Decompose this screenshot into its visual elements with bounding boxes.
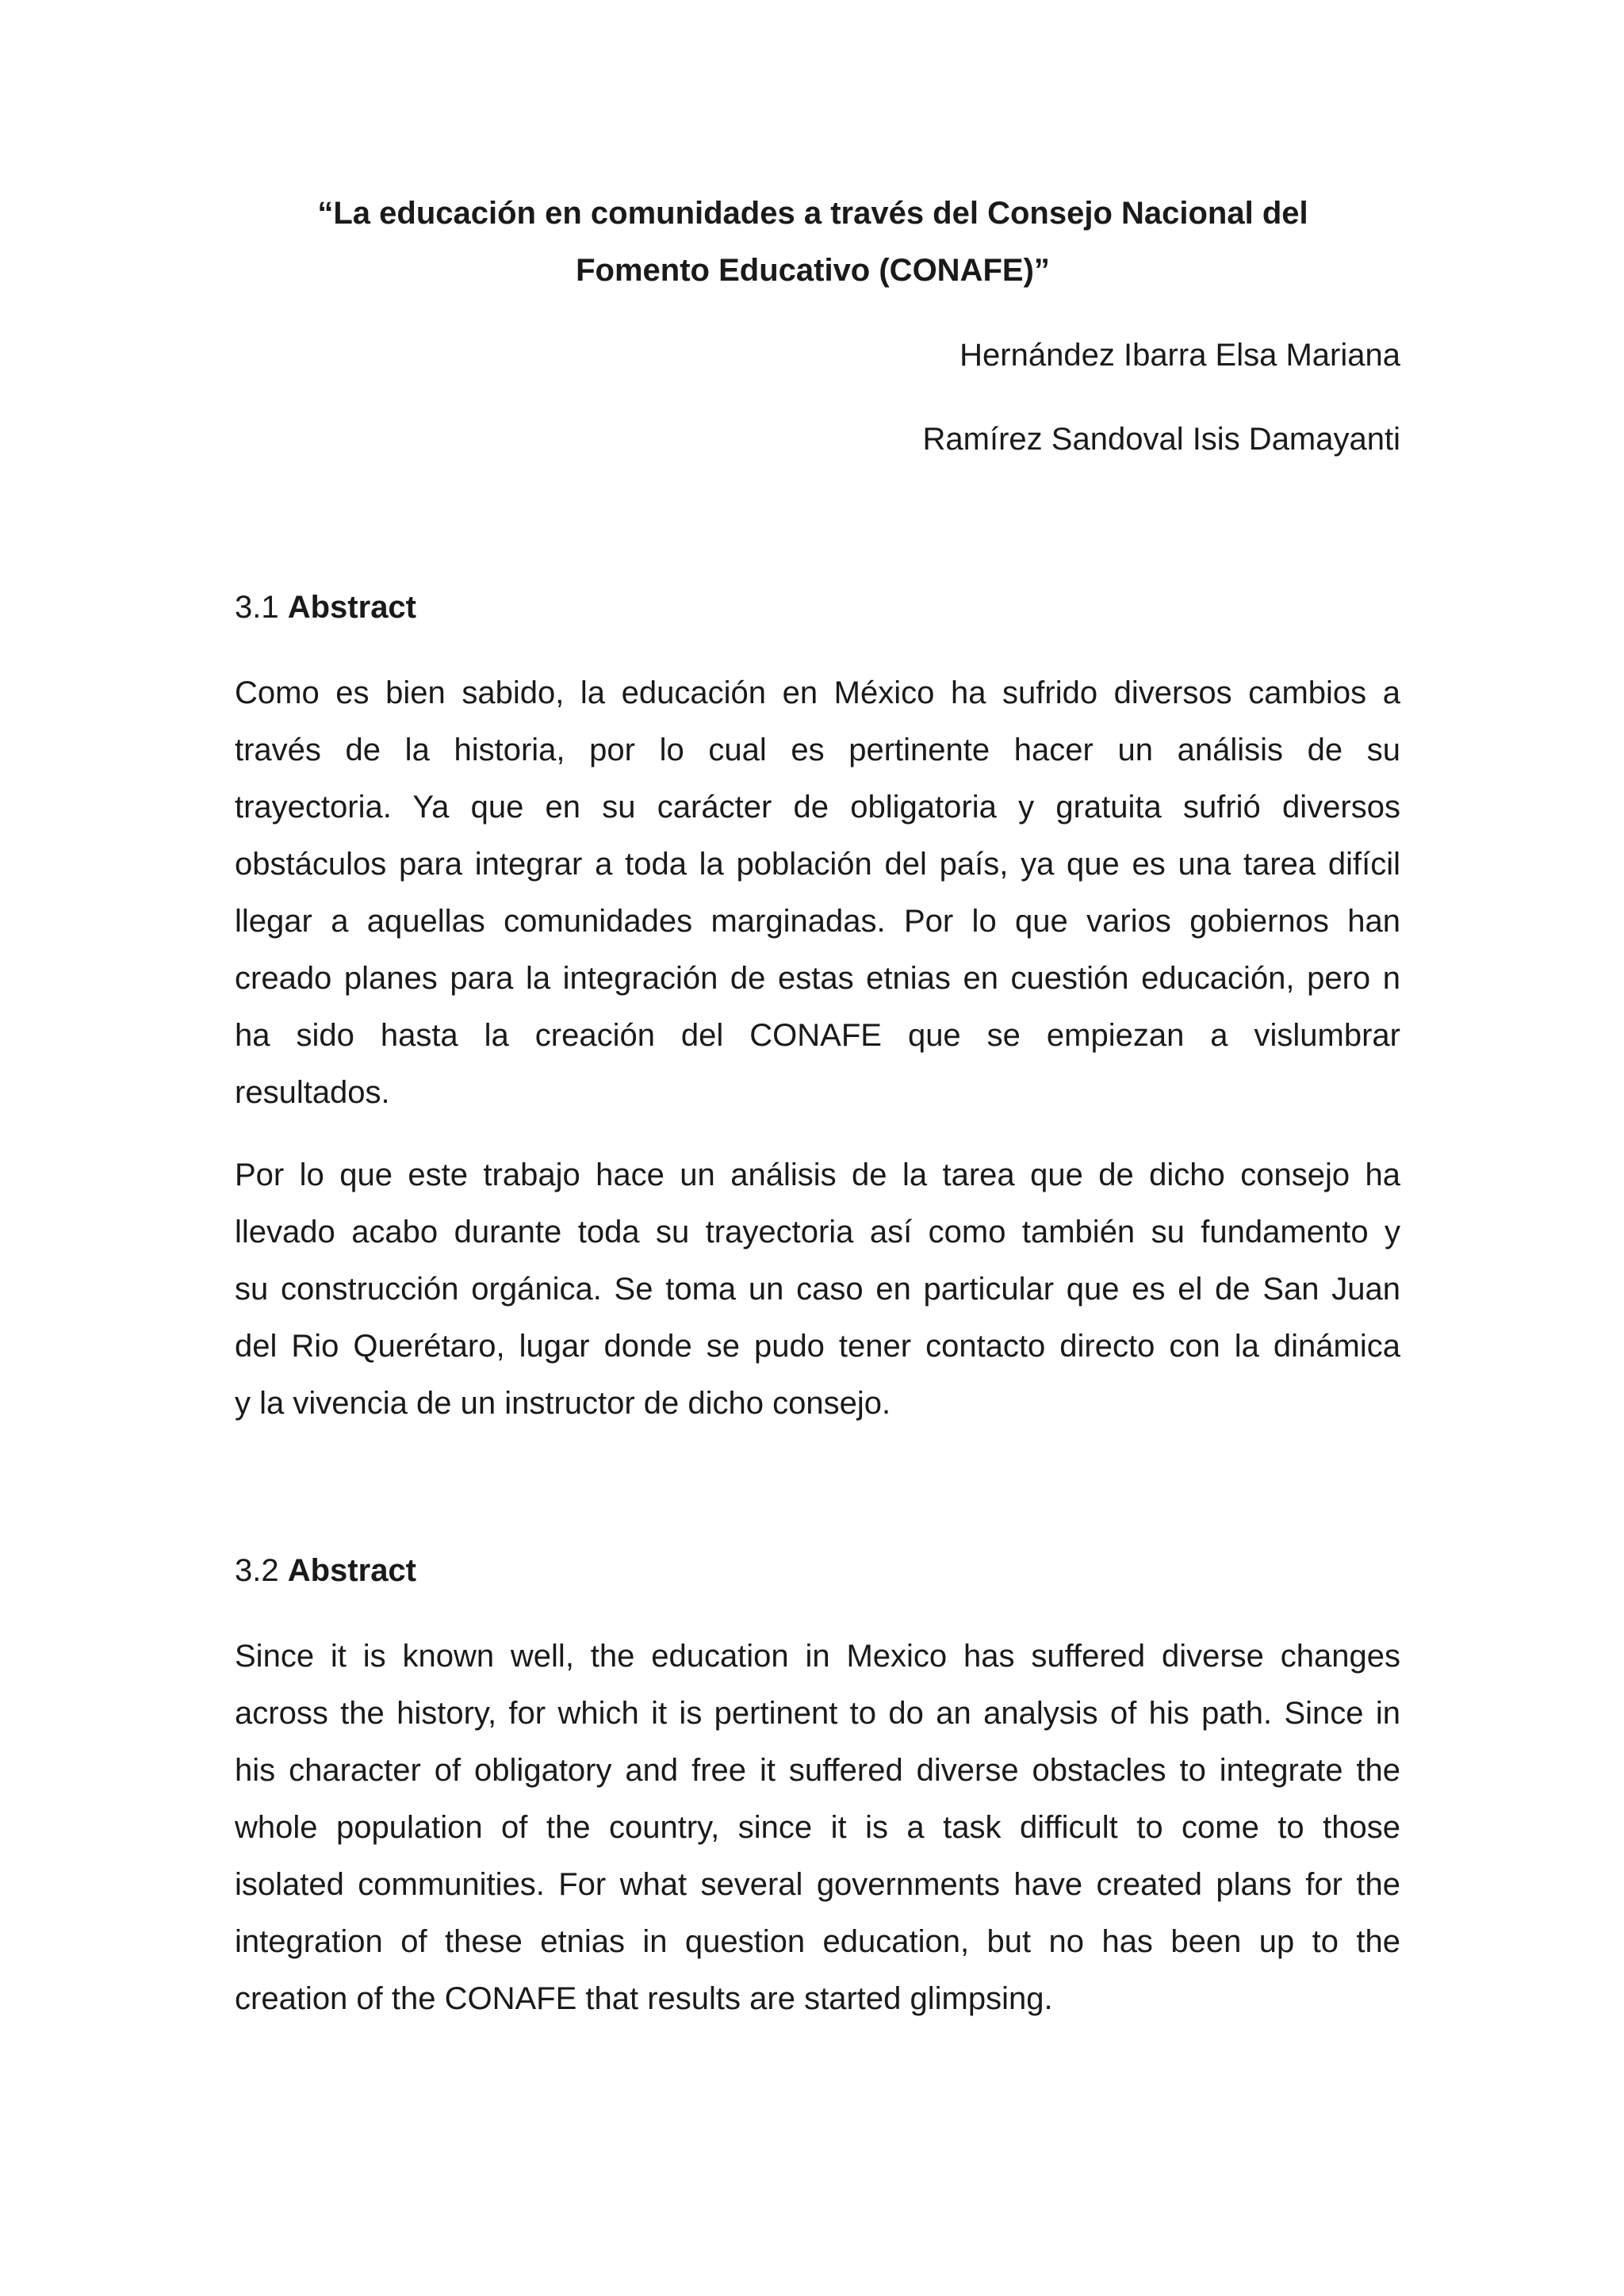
abstract-paragraph [235, 1146, 1400, 1432]
section-heading-text: Abstract [287, 1553, 416, 1588]
text-line: través de la historia, por lo cual es pertinente hacer un análisis de su [235, 733, 1400, 767]
text-line: del Rio Querétaro, lugar donde se pudo tener contacto directo con la dinámica [235, 1329, 1400, 1364]
section-heading-text: Abstract [287, 590, 416, 625]
abstract-paragraph [235, 1628, 1400, 2027]
text-line: ha sido hasta la creación del CONAFE que se empiezan a vislumbrar [235, 1018, 1400, 1053]
text-line: Since it is known well, the education in Mexico has suffered diverse changes [235, 1639, 1400, 1674]
text-line: his character of obligatory and free it suffered diverse obstacles to integrate the [235, 1753, 1400, 1788]
text-line: creation of the CONAFE that results are started glimpsing. [235, 1981, 1053, 2016]
text-line: resultados. [235, 1075, 390, 1110]
text-line: su construcción orgánica. Se toma un caso en particular que es el de San Juan [235, 1272, 1400, 1307]
title-line: Fomento Educativo (CONAFE)” [576, 253, 1050, 288]
document-title [230, 185, 1396, 299]
text-line: whole population of the country, since it is a task difficult to come to those [235, 1810, 1400, 1845]
text-line: obstáculos para integrar a toda la población del país, ya que es una tarea difícil [235, 847, 1400, 882]
title-line: “La educación en comunidades a través del Consejo Nacional del [317, 196, 1308, 231]
section-heading-3-2 [235, 1550, 1400, 1591]
text-line: integration of these etnias in question education, but no has been up to the [235, 1924, 1400, 1959]
text-line: llevado acabo durante toda su trayectoria así como también su fundamento y [235, 1215, 1400, 1249]
text-line: llegar a aquellas comunidades marginadas. Por lo que varios gobiernos han [235, 904, 1400, 939]
text-line: across the history, for which it is pertinent to do an analysis of his path. Since in [235, 1696, 1400, 1731]
author-name: Hernández Ibarra Elsa Mariana [959, 338, 1400, 373]
text-line: y la vivencia de un instructor de dicho consejo. [235, 1386, 891, 1421]
author-name: Ramírez Sandoval Isis Damayanti [922, 422, 1400, 457]
section-number: 3.2 [235, 1553, 279, 1588]
abstract-paragraph [235, 664, 1400, 1121]
section-heading-3-1 [235, 587, 1400, 628]
section-number: 3.1 [235, 590, 279, 625]
text-line: trayectoria. Ya que en su carácter de obligatoria y gratuita sufrió diversos [235, 790, 1400, 825]
text-line: isolated communities. For what several governments have created plans for the [235, 1867, 1400, 1902]
text-line: creado planes para la integración de estas etnias en cuestión educación, pero n [235, 961, 1400, 996]
text-line: Como es bien sabido, la educación en México ha sufrido diversos cambios a [235, 675, 1400, 710]
text-line: Por lo que este trabajo hace un análisis de la tarea que de dicho consejo ha [235, 1158, 1400, 1192]
